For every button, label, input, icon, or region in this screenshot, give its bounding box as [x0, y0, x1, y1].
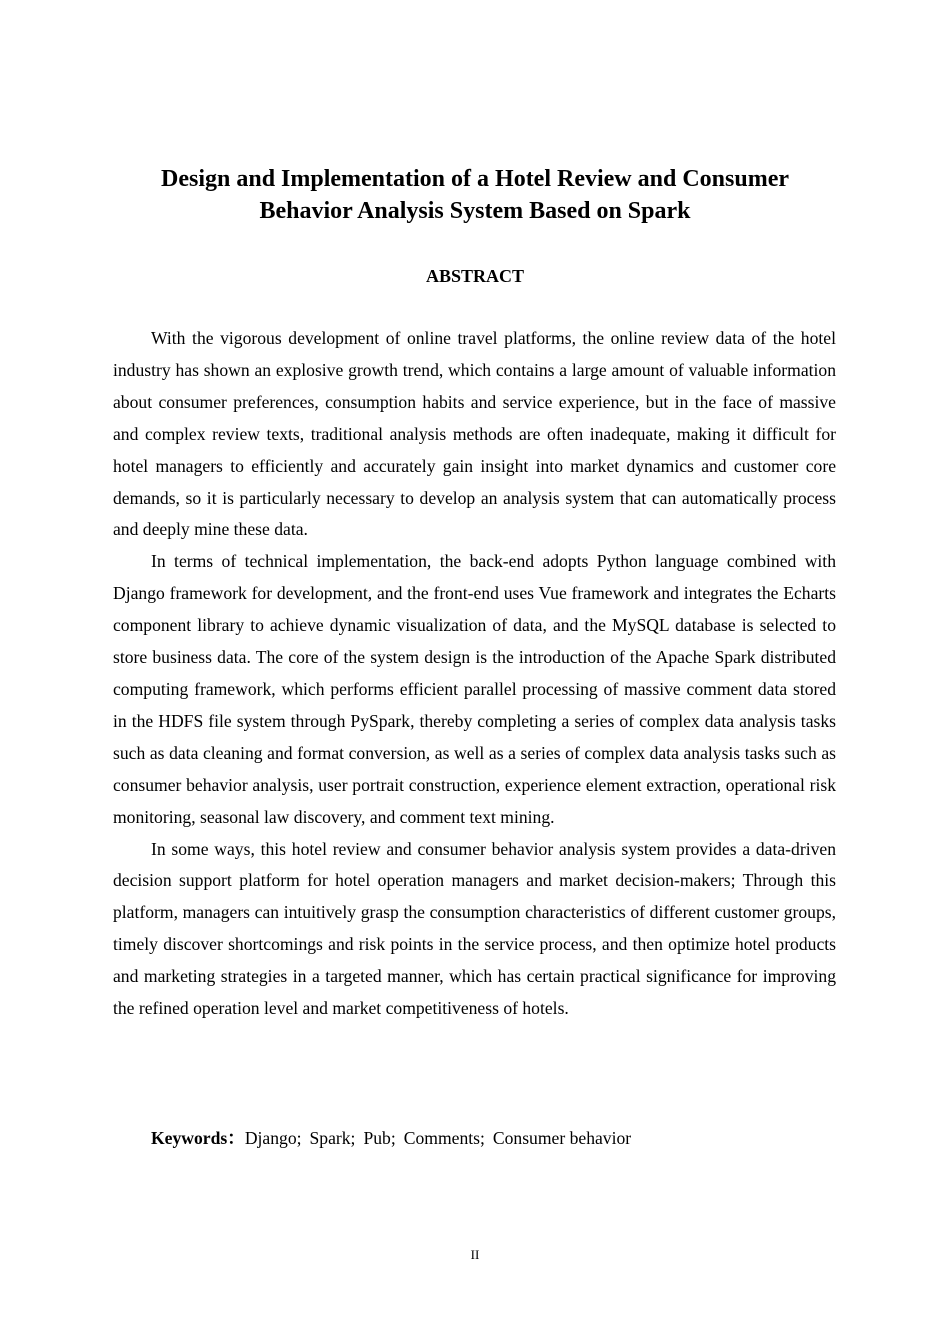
abstract-paragraph-1: With the vigorous development of online travel platforms, the online review data of the hotel industry has shown an explosive growth trend, which contains a large amount of valuable information about consumer preferences, consumption habits and service experience, but in the face of massive and complex review texts, traditional analysis methods are often inadequate, making it difficult for hotel managers to efficiently and accurately gain insight into market dynamics and customer core demands, so it is particularly necessary to develop an analysis system that can automatically process and deeply mine these data.	[113, 328, 836, 540]
page-number: II	[470, 1247, 480, 1262]
paper-title-line-2: Behavior Analysis System Based on Spark	[259, 198, 691, 224]
abstract-body	[113, 323, 836, 1025]
keyword-item: Comments;	[403, 1128, 485, 1148]
keyword-item: Pub;	[363, 1128, 396, 1148]
keyword-item: Spark;	[309, 1128, 356, 1148]
abstract-paragraph-2: In terms of technical implementation, the back-end adopts Python language combined with Django framework for development, and the front-end uses Vue framework and integrates the Echarts component library to achieve dynamic visualization of data, and the MySQL database is selected to store business data. The core of the system design is the introduction of the Apache Spark distributed computing framework, which performs efficient parallel processing of massive comment data stored in the HDFS file system through PySpark, thereby completing a series of complex data analysis tasks such as data cleaning and format conversion, as well as a series of complex data analysis tasks such as consumer behavior analysis, user portrait construction, experience element extraction, operational risk monitoring, seasonal law discovery, and comment text mining.	[113, 551, 836, 827]
keyword-item: Consumer behavior	[492, 1128, 632, 1148]
keywords-label: Keywords：	[151, 1128, 245, 1148]
abstract-heading: ABSTRACT	[425, 266, 525, 286]
abstract-paragraph-3: In some ways, this hotel review and consumer behavior analysis system provides a data-driven decision support platform for hotel operation managers and market decision-makers; Through this platform, managers can intuitively grasp the consumption characteristics of different customer groups, timely discover shortcomings and risk points in the service process, and then optimize hotel products and marketing strategies in a targeted manner, which has certain practical significance for improving the refined operation level and market competitiveness of hotels.	[113, 838, 836, 1019]
paper-title	[100, 163, 850, 227]
keywords-line	[151, 1124, 841, 1152]
keyword-item: Django;	[244, 1128, 302, 1148]
paper-title-line-1: Design and Implementation of a Hotel Review and Consumer	[161, 166, 789, 192]
